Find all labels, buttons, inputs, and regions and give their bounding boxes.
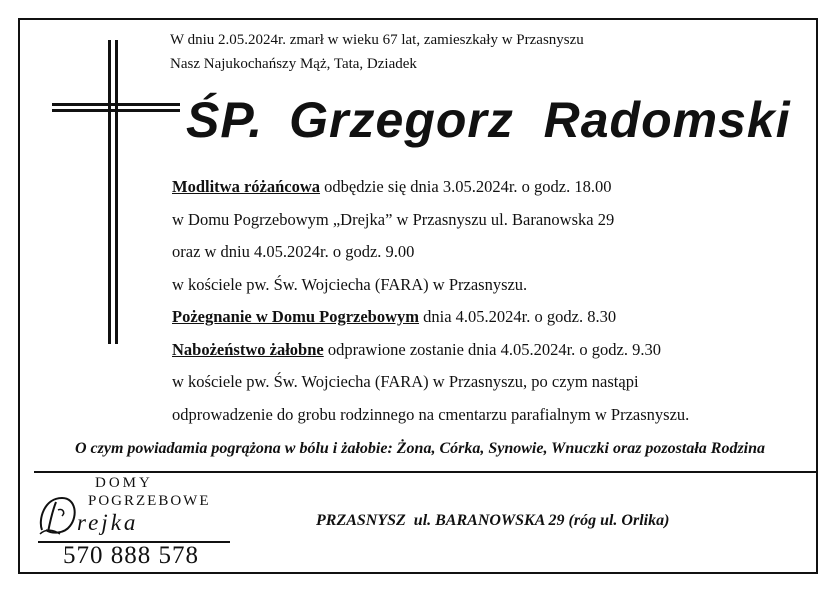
detail-text: odprowadzenie do grobu rodzinnego na cmentarzu parafialnym w Przasnyszu. — [172, 404, 690, 424]
phone-number: 570 888 578 — [63, 542, 199, 569]
detail-line — [172, 306, 689, 339]
detail-text: w kościele pw. Św. Wojciecha (FARA) w Przasnyszu, po czym nastąpi — [172, 372, 639, 391]
detail-line — [172, 209, 689, 242]
detail-heading: Pożegnanie w Domu Pogrzebowym — [172, 307, 420, 326]
divider — [34, 471, 818, 473]
family-notice: O czym powiadamia pogrążona w bólu i żałobie: Żona, Córka, Synowie, Wnuczki oraz pozostała Rodzina — [74, 440, 766, 457]
logo-d-monogram-icon — [36, 490, 80, 538]
logo-line-1: DOMY — [95, 475, 153, 491]
logo-line-2: POGRZEBOWE — [88, 493, 211, 509]
detail-text: oraz w dniu 4.05.2024r. o godz. 9.00 — [172, 242, 415, 261]
deceased-prefix: ŚP. — [186, 92, 264, 148]
detail-heading: Nabożeństwo żałobne — [172, 339, 324, 359]
logo-name: rejka — [77, 510, 139, 535]
funeral-home-address: PRZASNYSZ ul. BARANOWSKA 29 (róg ul. Orlika) — [316, 512, 670, 529]
deceased-name — [186, 90, 791, 150]
ceremony-details — [172, 176, 689, 436]
detail-line — [172, 274, 689, 307]
detail-line — [172, 241, 689, 274]
intro-line-1: W dniu 2.05.2024r. zmarł w wieku 67 lat, zamieszkały w Przasnyszu — [170, 32, 584, 48]
detail-text: w Domu Pogrzebowym „Drejka” w Przasnyszu ul. Baranowska 29 — [172, 209, 615, 229]
detail-text: odprawione zostanie dnia 4.05.2024r. o godz. 9.30 — [323, 339, 661, 359]
detail-heading: Modlitwa różańcowa — [172, 177, 321, 196]
detail-text: odbędzie się dnia 3.05.2024r. o godz. 18.00 — [320, 177, 612, 196]
detail-text: w kościele pw. Św. Wojciecha (FARA) w Przasnyszu. — [172, 274, 528, 294]
detail-line — [172, 404, 689, 437]
detail-line — [172, 371, 689, 404]
detail-line — [172, 339, 689, 372]
intro-line-2: Nasz Najukochańszy Mąż, Tata, Dziadek — [170, 56, 417, 72]
detail-line — [172, 176, 689, 209]
detail-text: dnia 4.05.2024r. o godz. 8.30 — [419, 307, 617, 326]
deceased-full-name: Grzegorz Radomski — [289, 92, 791, 148]
